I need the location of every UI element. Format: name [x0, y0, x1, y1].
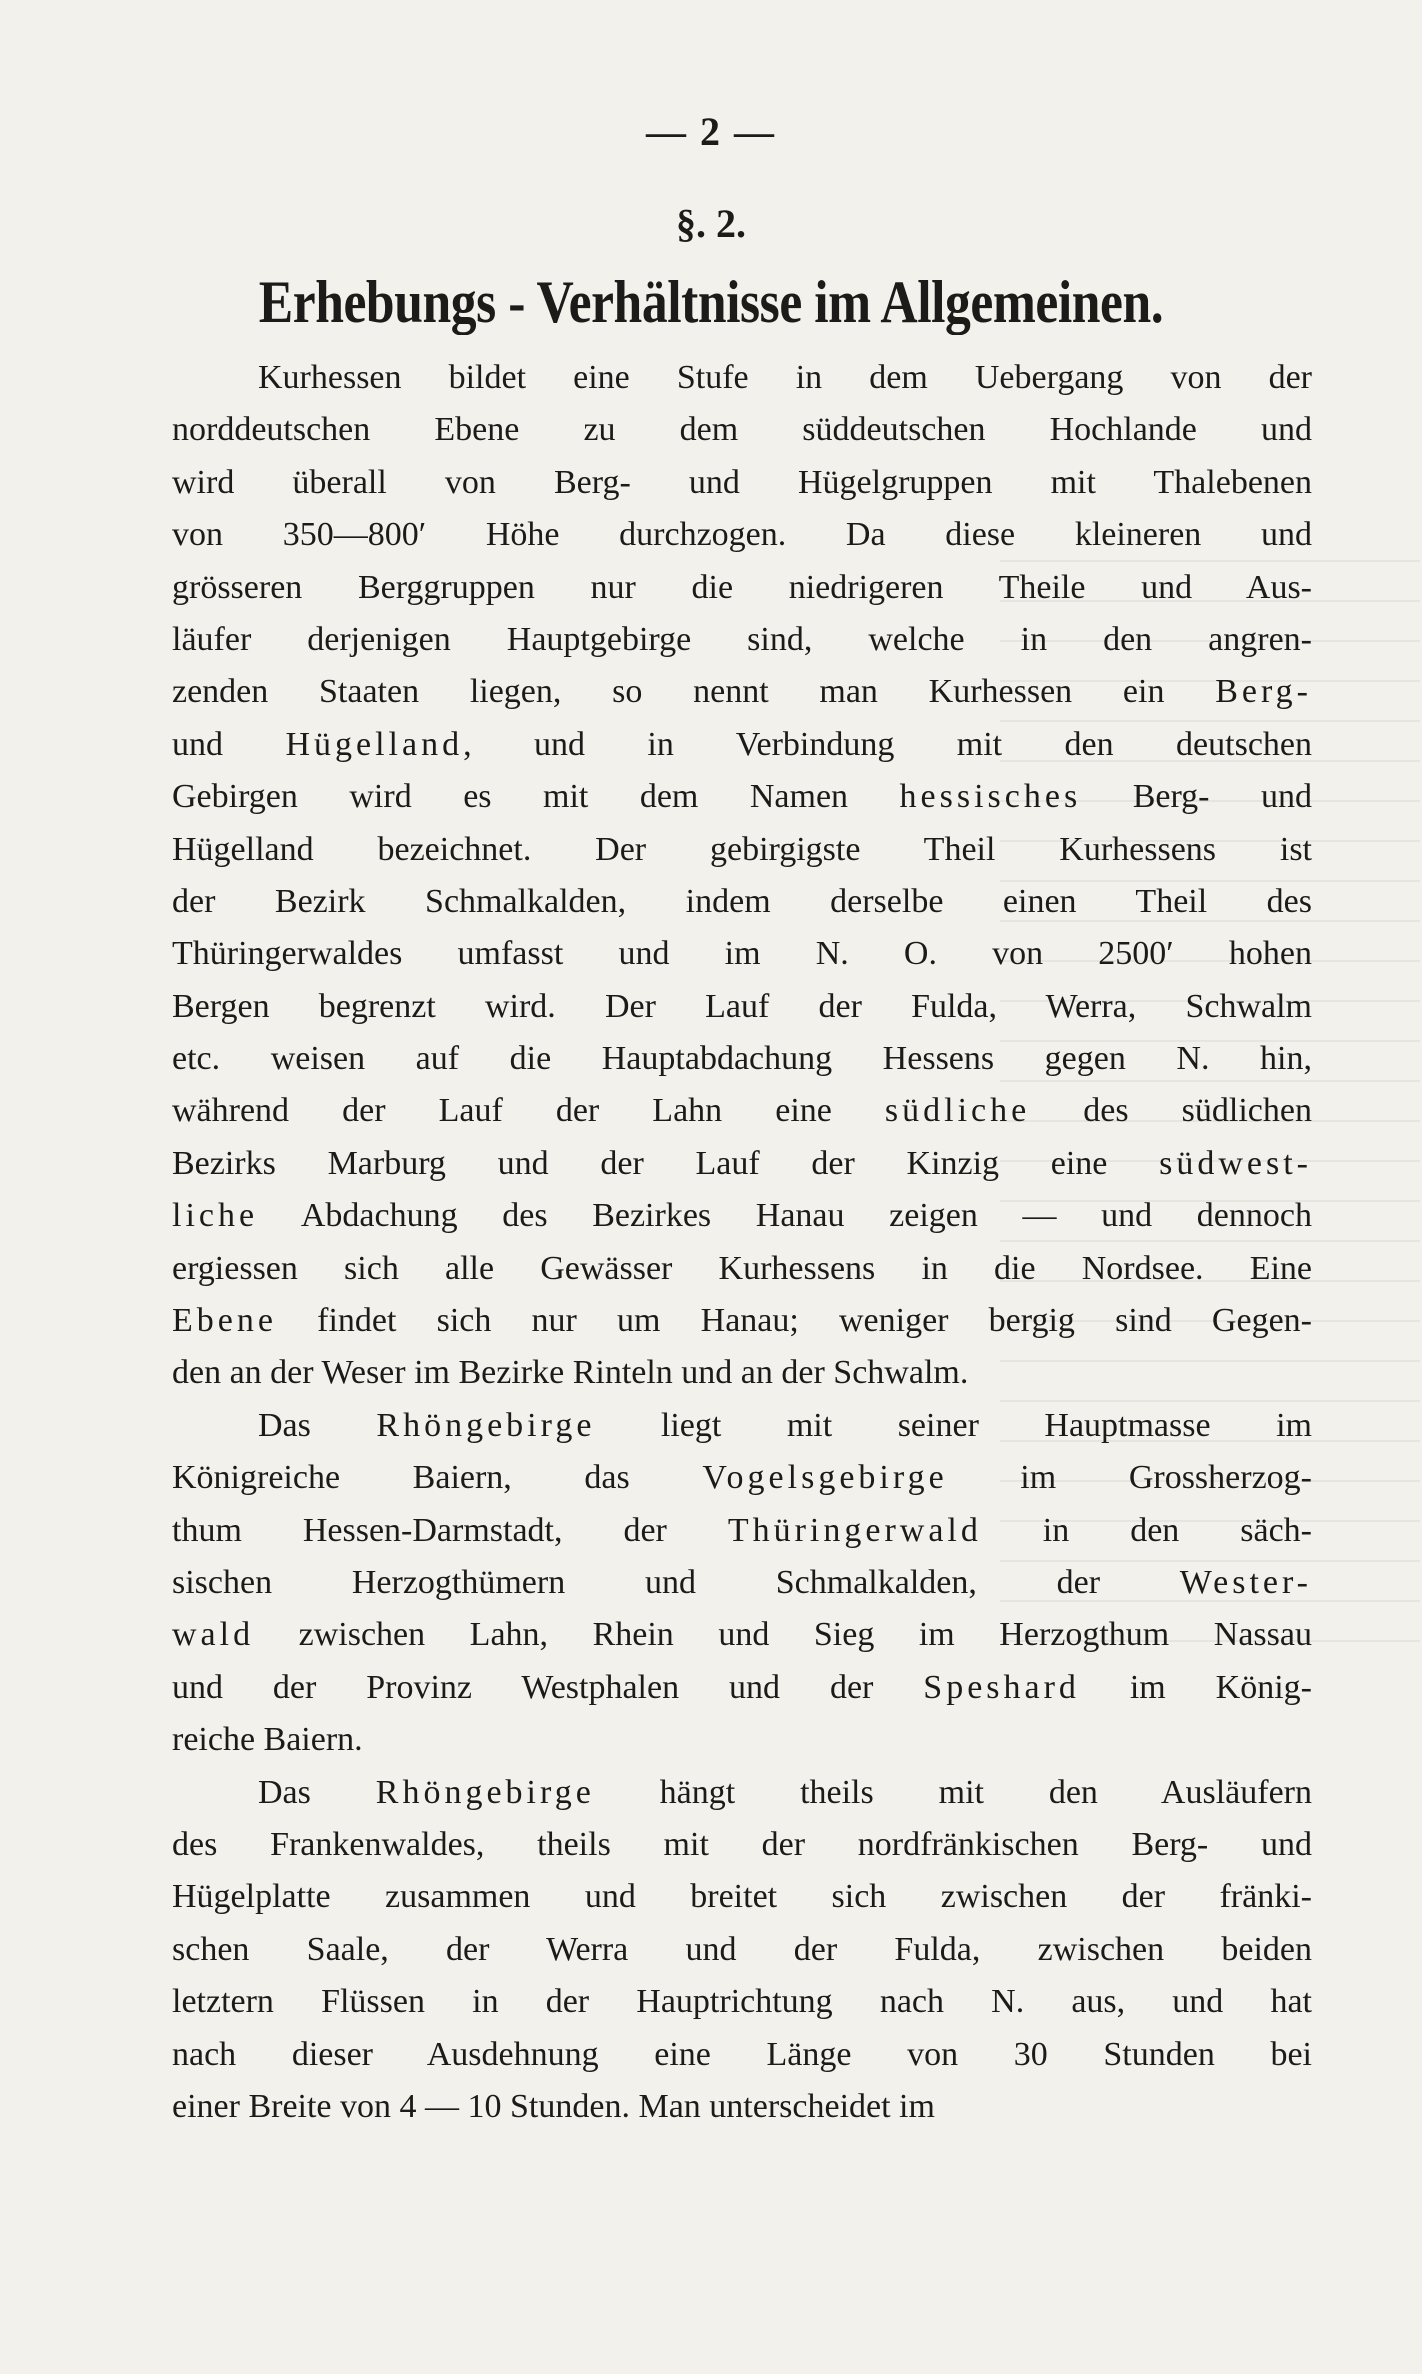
- text-segment: im Grossherzog-: [947, 1459, 1312, 1497]
- text-line: [172, 1505, 1312, 1557]
- emphasized-text: Hügelland: [285, 725, 464, 763]
- text-line: [172, 2081, 1312, 2133]
- text-segment: des Frankenwaldes, theils mit der nordfränkischen Berg- und: [172, 1825, 1312, 1863]
- text-segment: reiche Baiern.: [172, 1721, 363, 1759]
- text-segment: schen Saale, der Werra und der Fulda, zwischen beiden: [172, 1930, 1312, 1968]
- text-line: [172, 1033, 1312, 1085]
- emphasized-text: Rhöngebirge: [376, 1406, 596, 1444]
- text-segment: den an der Weser im Bezirke Rinteln und an der Schwalm.: [172, 1354, 969, 1392]
- emphasized-text: liche: [172, 1197, 259, 1235]
- emphasized-text: südliche: [884, 1092, 1031, 1130]
- text-segment: Hügelland bezeichnet. Der gebirgigste Theil Kurhessens ist: [172, 830, 1312, 868]
- text-segment: zwischen Lahn, Rhein und Sieg im Herzogthum Nassau: [254, 1616, 1312, 1654]
- emphasized-text: Wester-: [1179, 1563, 1312, 1601]
- text-segment: Das: [258, 1406, 377, 1444]
- text-segment: und: [172, 725, 286, 763]
- emphasized-text: Thüringerwald: [727, 1511, 982, 1549]
- text-line: [172, 2029, 1312, 2081]
- text-segment: norddeutschen Ebene zu dem süddeutschen Hochlande und: [172, 411, 1312, 449]
- section-number: §. 2.: [676, 201, 746, 246]
- emphasized-text: Vogelsgebirge: [702, 1459, 948, 1497]
- text-line: [172, 876, 1312, 928]
- text-segment: thum Hessen-Darmstadt, der: [172, 1511, 728, 1549]
- text-line: [172, 1819, 1312, 1871]
- text-line: [172, 824, 1312, 876]
- text-segment: von 350—800′ Höhe durchzogen. Da diese kleineren und: [172, 516, 1312, 554]
- text-line: [172, 352, 1312, 404]
- emphasized-text: Ebene: [172, 1302, 277, 1340]
- text-segment: sischen Herzogthümern und Schmalkalden, der: [172, 1563, 1180, 1601]
- text-segment: Bezirks Marburg und der Lauf der Kinzig eine: [172, 1144, 1160, 1182]
- text-segment: Berg- und: [1081, 778, 1312, 816]
- text-segment: findet sich nur um Hanau; weniger bergig sind Gegen-: [276, 1302, 1312, 1340]
- body-text: [172, 352, 1312, 2133]
- emphasized-text: wald: [172, 1616, 255, 1654]
- paragraph: [172, 1400, 1312, 1767]
- paragraph: [172, 352, 1312, 1400]
- text-segment: grösseren Berggruppen nur die niedrigeren Theile und Aus-: [172, 568, 1312, 606]
- text-line: [172, 981, 1312, 1033]
- page-title: Erhebungs - Verhältnisse im Allgemeinen.: [258, 269, 1164, 335]
- text-line: [172, 614, 1312, 666]
- text-segment: Hügelplatte zusammen und breitet sich zwischen der fränki-: [172, 1878, 1312, 1916]
- text-line: [172, 562, 1312, 614]
- emphasized-text: hessisches: [899, 778, 1082, 816]
- text-segment: Gebirgen wird es mit dem Namen: [172, 778, 900, 816]
- text-segment: des südlichen: [1030, 1092, 1312, 1130]
- emphasized-text: südwest-: [1159, 1144, 1312, 1182]
- text-segment: zenden Staaten liegen, so nennt man Kurhessen ein: [172, 673, 1216, 711]
- text-line: [172, 404, 1312, 456]
- text-segment: ergiessen sich alle Gewässer Kurhessens in die Nordsee. Eine: [172, 1249, 1312, 1287]
- text-segment: Thüringerwaldes umfasst und im N. O. von 2500′ hohen: [172, 935, 1312, 973]
- text-segment: etc. weisen auf die Hauptabdachung Hessens gegen N. hin,: [172, 1040, 1312, 1078]
- text-segment: Kurhessen bildet eine Stufe in dem Uebergang von der: [258, 359, 1312, 396]
- text-segment: und der Provinz Westphalen und der: [172, 1668, 924, 1706]
- emphasized-text: Speshard: [923, 1668, 1080, 1706]
- text-line: [172, 1976, 1312, 2028]
- text-segment: Das: [258, 1773, 376, 1811]
- text-segment: Bergen begrenzt wird. Der Lauf der Fulda, Werra, Schwalm: [172, 987, 1312, 1025]
- text-line: [172, 1609, 1312, 1661]
- text-line: [172, 719, 1312, 771]
- paragraph: [172, 1767, 1312, 2134]
- text-line: [172, 1871, 1312, 1923]
- text-segment: in den säch-: [981, 1511, 1312, 1549]
- text-line: [172, 1243, 1312, 1295]
- text-segment: einer Breite von 4 — 10 Stunden. Man unterscheidet im: [172, 2087, 935, 2125]
- text-segment: Abdachung des Bezirkes Hanau zeigen — und dennoch: [258, 1197, 1312, 1235]
- page-number: — 2 —: [646, 109, 776, 154]
- text-segment: läufer derjenigen Hauptgebirge sind, welche in den angren-: [172, 620, 1312, 658]
- text-line: [172, 1767, 1312, 1819]
- text-line: [172, 1714, 1312, 1766]
- emphasized-text: Berg-: [1215, 673, 1312, 711]
- text-segment: liegt mit seiner Hauptmasse im: [595, 1406, 1312, 1444]
- text-line: [172, 771, 1312, 823]
- text-line: [172, 1400, 1312, 1452]
- text-line: [172, 1138, 1312, 1190]
- text-line: [172, 509, 1312, 561]
- text-line: [172, 1347, 1312, 1399]
- text-line: [172, 1452, 1312, 1504]
- text-line: [172, 457, 1312, 509]
- text-line: [172, 1924, 1312, 1976]
- text-segment: Königreiche Baiern, das: [172, 1459, 703, 1497]
- text-line: [172, 666, 1312, 718]
- text-segment: hängt theils mit den Ausläufern: [594, 1773, 1312, 1811]
- text-line: [172, 1295, 1312, 1347]
- text-line: [172, 1085, 1312, 1137]
- text-line: [172, 928, 1312, 980]
- text-line: [172, 1190, 1312, 1242]
- text-line: [172, 1662, 1312, 1714]
- text-segment: nach dieser Ausdehnung eine Länge von 30 Stunden bei: [172, 2035, 1312, 2073]
- text-segment: während der Lauf der Lahn eine: [172, 1092, 885, 1130]
- text-line: [172, 1557, 1312, 1609]
- emphasized-text: Rhöngebirge: [375, 1773, 595, 1811]
- text-segment: letztern Flüssen in der Hauptrichtung nach N. aus, und hat: [172, 1983, 1312, 2021]
- text-segment: der Bezirk Schmalkalden, indem derselbe einen Theil des: [172, 882, 1312, 920]
- text-segment: wird überall von Berg- und Hügelgruppen mit Thalebenen: [172, 463, 1312, 501]
- text-segment: im König-: [1079, 1668, 1312, 1706]
- text-segment: , und in Verbindung mit den deutschen: [463, 725, 1313, 763]
